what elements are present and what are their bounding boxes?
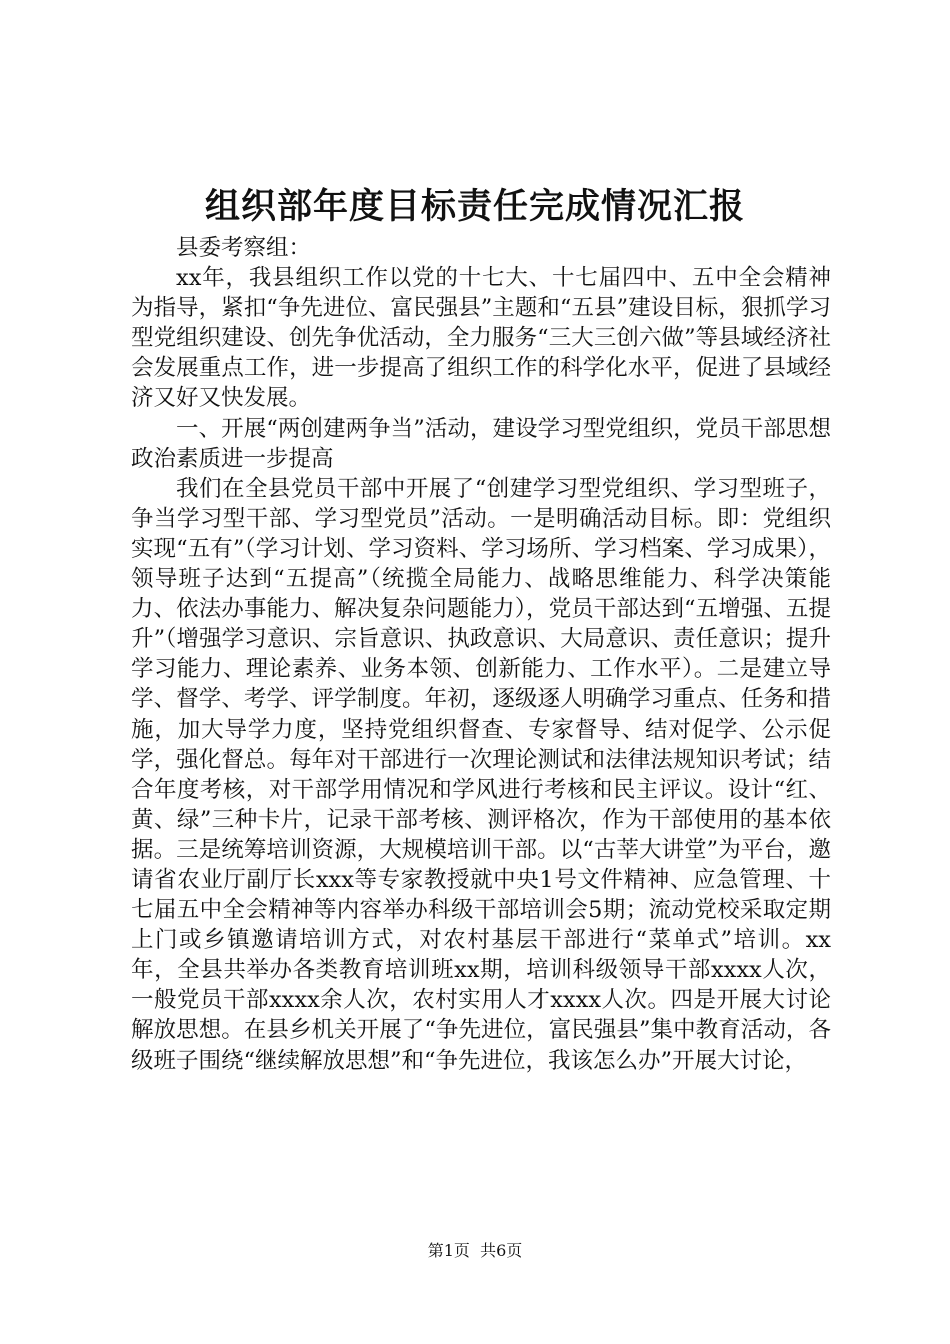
page-number-total: 共6页 xyxy=(480,1241,523,1260)
page-footer xyxy=(0,1240,950,1262)
salutation-paragraph: 县委考察组： xyxy=(176,235,312,261)
page-number-current: 第1页 xyxy=(427,1241,470,1260)
intro-paragraph: xx年，我县组织工作以党的十七大、十七届四中、五中全会精神为指导，紧扣“争先进位、富民强县”主题和“五县”建设目标，狠抓学习型党组织建设、创先争优活动，全力服务“三大三创六做”等县域经济社会发展重点工作，进一步提高了组织工作的科学化水平，促进了县域经济又好又快发展。 xyxy=(131,265,831,412)
section-body-paragraph: 我们在全县党员干部中开展了“创建学习型党组织、学习型班子，争当学习型干部、学习型党员”活动。一是明确活动目标。即：党组织实现“五有”（学习计划、学习资料、学习场所、学习档案、学习成果），领导班子达到“五提高”（统揽全局能力、战略思维能力、科学决策能力、依法办事能力、解决复杂问题能力），党员干部达到“五增强、五提升”（增强学习意识、宗旨意识、执政意识、大局意识、责任意识；提升学习能力、理论素养、业务本领、创新能力、工作水平）。二是建立导学、督学、考学、评学制度。年初，逐级逐人明确学习重点、任务和措施，加大导学力度，坚持党组织督查、专家督导、结对促学、公示促学，强化督总。每年对干部进行一次理论测试和法律法规知识考试；结合年度考核，对干部学用情况和学风进行考核和民主评议。设计“红、黄、绿”三种卡片，记录干部考核、测评格次，作为干部使用的基本依据。三是统筹培训资源，大规模培训干部。以“古莘大讲堂”为平台，邀请省农业厅副厅长xxx等专家教授就中央1号文件精神、应急管理、十七届五中全会精神等内容举办科级干部培训会5期；流动党校采取定期上门或乡镇邀请培训方式，对农村基层干部进行“菜单式”培训。xx年，全县共举办各类教育培训班xx期，培训科级领导干部xxxx人次，一般党员干部xxxx余人次，农村实用人才xxxx人次。四是开展大讨论解放思想。在县乡机关开展了“争先进位，富民强县”集中教育活动，各级班子围绕“继续解放思想”和“争先进位，我该怎么办”开展大讨论， xyxy=(131,475,831,1074)
document-title: 组织部年度目标责任完成情况汇报 xyxy=(204,186,745,227)
section-heading: 一、开展“两创建两争当”活动，建设学习型党组织，党员干部思想政治素质进一步提高 xyxy=(131,415,831,472)
document-body xyxy=(131,233,831,1076)
